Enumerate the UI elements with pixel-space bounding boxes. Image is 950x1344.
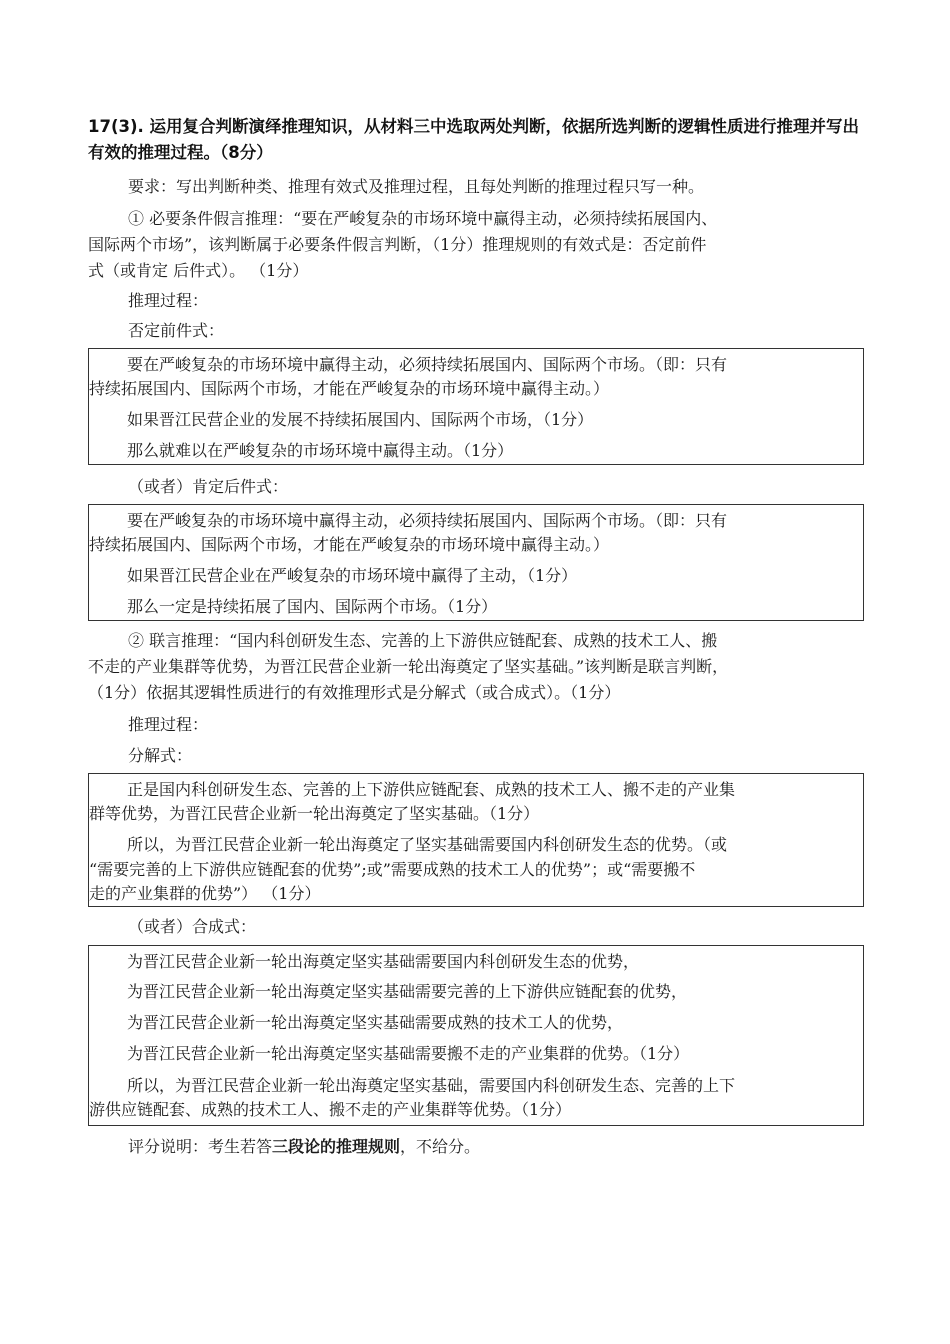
scoring-suffix: ，不给分。 xyxy=(400,1137,481,1156)
part1-process-label: 推理过程： xyxy=(128,291,209,310)
part2-box4 xyxy=(88,945,864,1126)
part2-process-label: 推理过程： xyxy=(128,715,209,734)
part1-form2-label: （或者）肯定后件式： xyxy=(128,477,289,496)
scoring-emphasis: 三段论的推理规则 xyxy=(272,1137,401,1156)
scoring-prefix: 评分说明：考生若答 xyxy=(128,1137,273,1156)
scoring-note xyxy=(128,1134,480,1160)
box4-line3: 为晋江民营企业新一轮出海奠定坚实基础需要成熟的技术工人的优势， xyxy=(127,1013,624,1032)
box4-line1: 为晋江民营企业新一轮出海奠定坚实基础需要国内科创研发生态的优势， xyxy=(127,952,640,971)
part1-intro-line2: 国际两个市场”，该判断属于必要条件假言判断，（1分）推理规则的有效式是：否定前件 xyxy=(88,235,707,254)
box3-line2: 群等优势，为晋江民营企业新一轮出海奠定了坚实基础。（1分） xyxy=(89,804,540,823)
box1-line4: 那么就难以在严峻复杂的市场环境中赢得主动。（1分） xyxy=(127,441,514,460)
part1-intro-line3: 式（或肯定 后件式）。 （1分） xyxy=(88,261,309,280)
part1-box2 xyxy=(88,504,864,621)
part1-intro-line1: ① 必要条件假言推理：“要在严峻复杂的市场环境中赢得主动，必须持续拓展国内、 xyxy=(128,209,718,228)
part2-intro-line2: 不走的产业集群等优势，为晋江民营企业新一轮出海奠定了坚实基础。”该判断是联言判断， xyxy=(88,657,729,676)
box1-line1: 要在严峻复杂的市场环境中赢得主动，必须持续拓展国内、国际两个市场。（即：只有 xyxy=(127,355,728,374)
box3-line4: “需要完善的上下游供应链配套的优势”;或”需要成熟的技术工人的优势”；或“需要搬不 xyxy=(89,860,696,879)
box1-line3: 如果晋江民营企业的发展不持续拓展国内、国际两个市场，（1分） xyxy=(127,410,594,429)
box4-line6: 游供应链配套、成熟的技术工人、搬不走的产业集群等优势。（1分） xyxy=(89,1100,572,1119)
box4-line2: 为晋江民营企业新一轮出海奠定坚实基础需要完善的上下游供应链配套的优势， xyxy=(127,982,688,1001)
box4-line4: 为晋江民营企业新一轮出海奠定坚实基础需要搬不走的产业集群的优势。（1分） xyxy=(127,1044,690,1063)
part2-box3 xyxy=(88,773,864,907)
part2-intro-line3: （1分）依据其逻辑性质进行的有效推理形式是分解式（或合成式）。（1分） xyxy=(88,683,621,702)
box2-line3: 如果晋江民营企业在严峻复杂的市场环境中赢得了主动，（1分） xyxy=(127,566,578,585)
part1-form1-label: 否定前件式： xyxy=(128,321,225,340)
box2-line1: 要在严峻复杂的市场环境中赢得主动，必须持续拓展国内、国际两个市场。（即：只有 xyxy=(127,511,728,530)
box1-line2: 持续拓展国内、国际两个市场，才能在严峻复杂的市场环境中赢得主动。） xyxy=(89,379,610,398)
box3-line3: 所以，为晋江民营企业新一轮出海奠定了坚实基础需要国内科创研发生态的优势。（或 xyxy=(127,835,728,854)
requirement-text: 要求：写出判断种类、推理有效式及推理过程，且每处判断的推理过程只写一种。 xyxy=(128,177,705,196)
part2-form2-label: （或者）合成式： xyxy=(128,917,257,936)
question-title: 17(3). 运用复合判断演绎推理知识，从材料三中选取两处判断，依据所选判断的逻辑性质进行推理并写出有效的推理过程。（8分） xyxy=(88,117,860,162)
box3-line1: 正是国内科创研发生态、完善的上下游供应链配套、成熟的技术工人、搬不走的产业集 xyxy=(127,780,736,799)
box4-line5: 所以，为晋江民营企业新一轮出海奠定坚实基础，需要国内科创研发生态、完善的上下 xyxy=(127,1076,736,1095)
part1-box1 xyxy=(88,348,864,465)
box2-line2: 持续拓展国内、国际两个市场，才能在严峻复杂的市场环境中赢得主动。） xyxy=(89,535,610,554)
part2-form1-label: 分解式： xyxy=(128,746,193,765)
box2-line4: 那么一定是持续拓展了国内、国际两个市场。（1分） xyxy=(127,597,498,616)
box3-line5: 走的产业集群的优势”） （1分） xyxy=(89,884,321,903)
part2-intro-line1: ② 联言推理：“国内科创研发生态、完善的上下游供应链配套、成熟的技术工人、搬 xyxy=(128,631,718,650)
